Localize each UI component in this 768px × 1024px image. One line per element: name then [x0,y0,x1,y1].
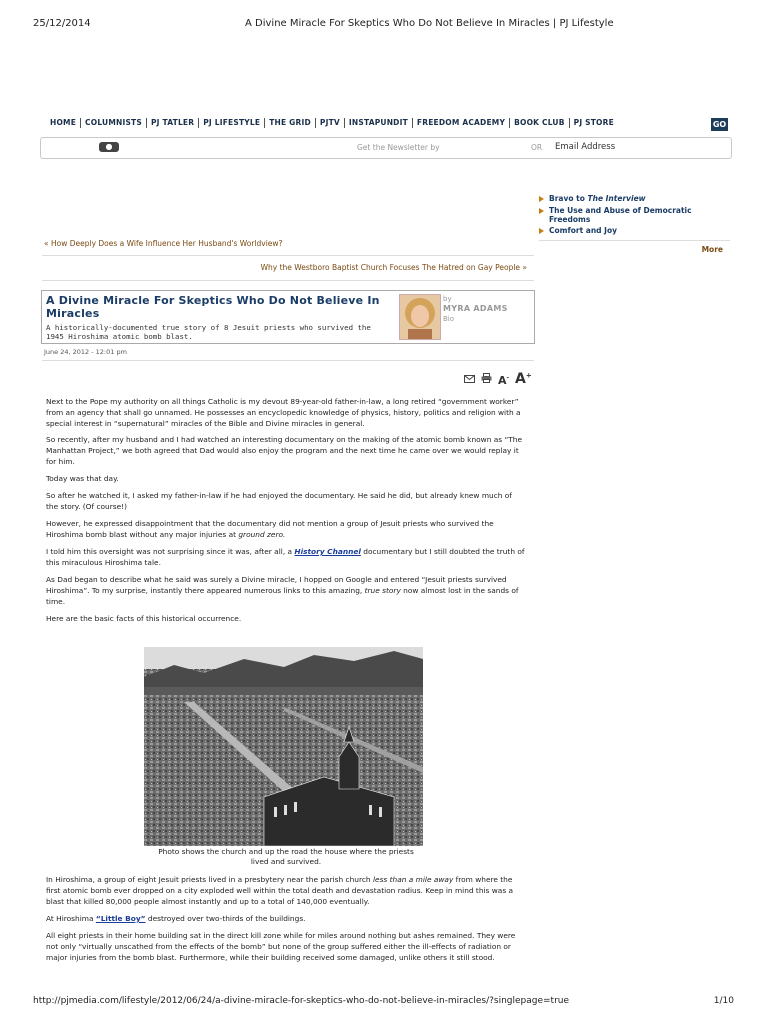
article-paragraph: I told him this oversight was not surprising since it was, after all, a History Channel documentary but I still doubted the truth of this miraculous Hiroshima tale. [46,547,525,567]
article-title: A Divine Miracle For Skeptics Who Do Not Believe In Miracles [46,294,380,320]
article-subtitle: A historically-documented true story of 8 Jesuit priests who survived the 1945 Hiroshima atomic bomb blast. [46,323,371,341]
article-paragraph: All eight priests in their home building sat in the direct kill zone while for miles around nothing but ashes remained. They were not only “virtually unscathed from the effects of the bomb” but none of the group suffered either the ill-effects of radiation or major injuries from the bomb blast. Furthermore, while their building received some damaged, unlike others it still stood. [46,931,516,962]
article-paragraph: However, he expressed disappointment that the documentary did not mention a group of Jesuit priests who survived the Hiroshima bomb blast without any major injuries at ground zero. [46,519,494,539]
article-paragraph: So after he watched it, I asked my father-in-law if he had enjoyed the documentary. He said he did, but already knew much of the story. (Of course!) [46,491,512,511]
article-paragraph: Here are the basic facts of this historical occurrence. [46,614,242,623]
email-field[interactable]: Email Address [555,142,616,152]
photo-caption: Photo shows the church and up the road the house where the priests lived and survived. [158,847,414,866]
arrow-icon [539,228,544,234]
article-tools [464,368,532,387]
sidebar-item-interview[interactable]: Bravo to The Interview [539,194,646,203]
search-go-button[interactable]: GO [712,120,727,129]
article-paragraph: So recently, after my husband and I had watched an interesting documentary on the making of the atomic bomb known as “The Manhattan Project,” we both agreed that Dad would also enjoy the program and the next time he came over we would replay it for him. [46,435,523,466]
little-boy-link[interactable]: “Little Boy” [95,914,146,923]
article-date: June 24, 2012 - 12:01 pm [44,348,127,356]
hiroshima-photo [144,647,423,846]
more-link[interactable]: More [701,245,723,254]
article-paragraph: Next to the Pope my authority on all things Catholic is my devout 89-year-old father-in-law, a long retired “government worker” from an agency that shall go unnamed. He possesses an encyclopedic knowledge of physics, history, politics and religion with a special interest in “supernatural” miracles of the Bible and Divine miracles in general. [46,397,521,428]
apple-icon[interactable]: ● [99,142,119,152]
article-paragraph: Today was that day. [46,474,119,483]
sidebar-item-democratic-freedoms[interactable]: The Use and Abuse of Democratic Freedoms [539,206,719,224]
email-icon[interactable] [464,368,475,387]
nav-item-columnists[interactable]: COLUMNISTS [80,118,146,128]
nav-item-freedom-academy[interactable]: FREEDOM ACADEMY [412,118,509,128]
history-channel-link[interactable]: History Channel [294,547,361,556]
newsletter-bar [40,137,732,159]
newsletter-label: Get the Newsletter by [357,143,440,152]
arrow-icon [539,208,544,214]
article-paragraph: In Hiroshima, a group of eight Jesuit priests lived in a presbytery near the parish church less than a mile away from where the first atomic bomb ever dropped on a city exploded well within the total death and devastation radius. Keep in mind this was a blast that killed 80,000 people almost instantly and up to a total of 140,000 eventually. [46,875,514,906]
nav-item-book-club[interactable]: BOOK CLUB [509,118,569,128]
author-avatar[interactable] [399,294,441,340]
by-label: by [443,295,452,303]
nav-divider [42,280,534,281]
nav-item-pj-lifestyle[interactable]: PJ LIFESTYLE [198,118,264,128]
print-url: http://pjmedia.com/lifestyle/2012/06/24/a-divine-miracle-for-skeptics-who-do-not-believe-in-miracles/?singlepage=true [33,996,570,1006]
newsletter-or: OR [531,143,543,152]
sidebar-item-comfort-joy[interactable]: Comfort and Joy [539,226,617,235]
arrow-icon [539,196,544,202]
nav-item-instapundit[interactable]: INSTAPUNDIT [344,118,412,128]
article-paragraph: As Dad began to describe what he said was surely a Divine miracle, I hopped on Google and entered “Jesuit priests survived Hiroshima”. To my surprise, instantly there appeared numerous links to this amazing, true story now almost lost in the sands of time. [46,575,519,606]
print-page-title: A Divine Miracle For Skeptics Who Do Not Believe In Miracles | PJ Lifestyle [245,18,614,29]
author-name[interactable]: MYRA ADAMS [443,304,508,313]
nav-item-the-grid[interactable]: THE GRID [264,118,315,128]
next-article-link[interactable]: Why the Westboro Baptist Church Focuses The Hatred on Gay People » [260,263,527,272]
main-nav [50,118,618,128]
print-page-number: 1/10 [713,996,734,1006]
sidebar-divider [539,240,730,241]
article-header [41,290,535,344]
nav-item-pjtv[interactable]: PJTV [315,118,344,128]
author-bio-link[interactable]: Bio [443,315,455,323]
nav-divider [42,255,534,256]
date-divider [42,360,534,361]
increase-font-icon[interactable]: A+ [515,371,532,387]
prev-article-link[interactable]: « How Deeply Does a Wife Influence Her Husband's Worldview? [44,239,283,248]
print-date: 25/12/2014 [33,18,91,29]
nav-item-pj-tatler[interactable]: PJ TATLER [146,118,198,128]
article-paragraph: At Hiroshima “Little Boy” destroyed over two-thirds of the buildings. [46,914,306,923]
nav-item-home[interactable]: HOME [50,118,77,127]
nav-item-pj-store[interactable]: PJ STORE [569,118,618,128]
byline [443,294,508,324]
print-icon[interactable] [481,368,492,387]
decrease-font-icon[interactable]: A- [498,374,510,387]
